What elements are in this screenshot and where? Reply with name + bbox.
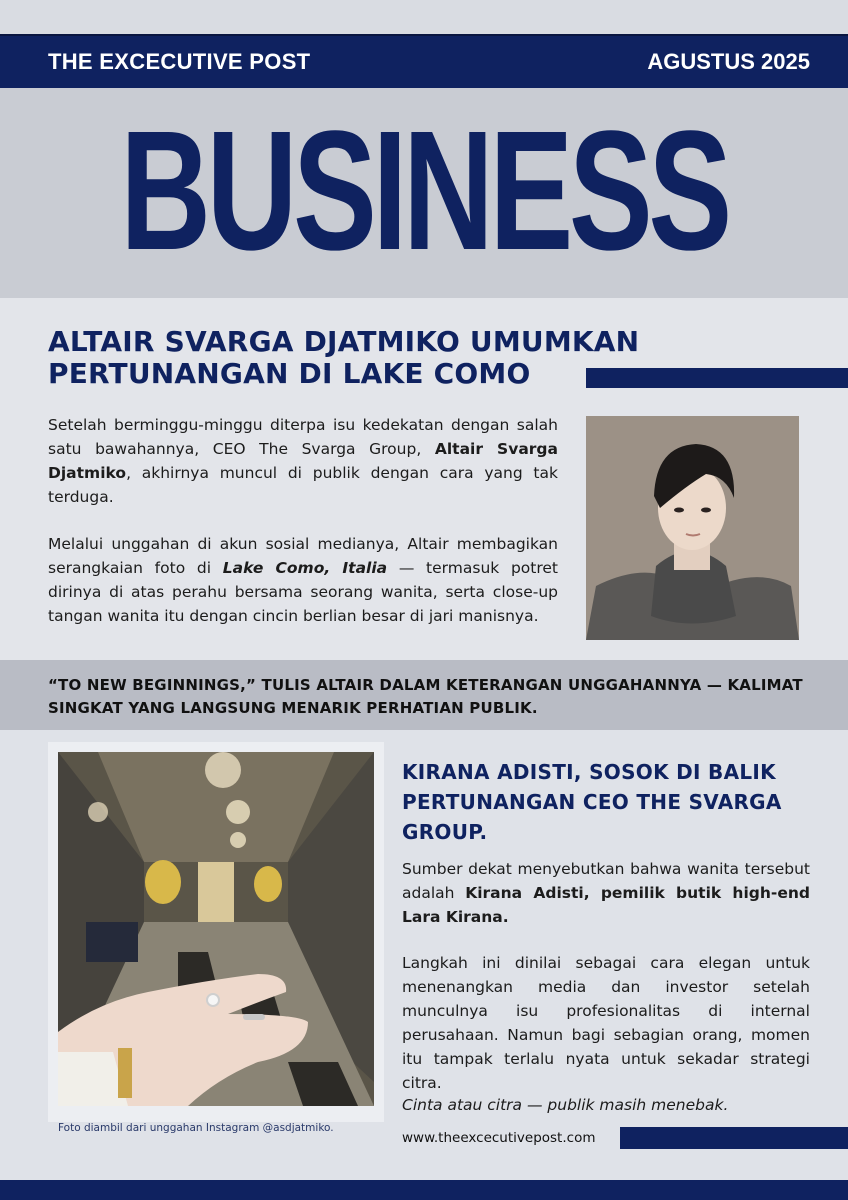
headline-accent-bar: [586, 368, 848, 388]
fiancee-name: Kirana Adisti, pemilik butik high-end Lara Kirana.: [402, 884, 810, 926]
publication-name: THE EXCECUTIVE POST: [48, 49, 311, 74]
location-name: Lake Como, Italia: [222, 559, 388, 577]
text-run: Melalui unggahan di akun sosial medianya, Altair membagikan serangkaian foto di: [48, 535, 558, 577]
article-1-headline-line2: PERTUNANGAN DI LAKE COMO: [48, 357, 531, 390]
text-run: Sumber dekat menyebutkan bahwa wanita tersebut adalah: [402, 860, 810, 902]
article-2-headline-line1: KIRANA ADISTI, SOSOK DI BALIK: [402, 760, 776, 784]
portrait-photo: [586, 416, 799, 640]
article-2-paragraph-1: [402, 857, 810, 929]
ring-hand-photo: [58, 752, 374, 1106]
article-2-paragraph-2: Langkah ini dinilai sebagai cara elegan untuk menenangkan media dan investor setelah munculnya isu profesionalitas di internal perusahaan. Namun bagi sebagian orang, momen itu tampak terlalu nyata untuk sekadar strategi citra.: [402, 954, 810, 1092]
top-banner: [0, 34, 848, 90]
section-title: BUSINESS: [120, 96, 728, 286]
article-1-paragraph-1: [48, 413, 558, 509]
text-run: Setelah berminggu-minggu diterpa isu kedekatan dengan salah satu bawahannya, CEO The Svarga Group,: [48, 416, 558, 458]
article-1-paragraph-2: [48, 532, 558, 628]
photo-caption: Foto diambil dari unggahan Instagram @asdjatmiko.: [58, 1122, 334, 1134]
hallway-illustration: [58, 752, 374, 1106]
portrait-illustration: [586, 416, 799, 640]
text-run: , akhirnya muncul di publik dengan cara yang tak terduga.: [48, 464, 558, 506]
article-2-closing-line: Cinta atau citra — publik masih menebak.: [402, 1096, 729, 1114]
footer-accent-bar: [620, 1127, 848, 1149]
article-2-headline: [402, 757, 822, 847]
pull-quote: “TO NEW BEGINNINGS,” TULIS ALTAIR DALAM KETERANGAN UNGGAHANNYA — KALIMAT SINGKAT YANG LANGSUNG MENARIK PERHATIAN PUBLIK.: [48, 676, 803, 717]
article-2-headline-line3: GROUP.: [402, 820, 488, 844]
ceo-name: Altair Svarga Djatmiko: [48, 440, 558, 482]
website-url[interactable]: www.theexcecutivepost.com: [402, 1130, 596, 1146]
article-2-headline-line2: PERTUNANGAN CEO THE SVARGA: [402, 790, 782, 814]
issue-date: AGUSTUS 2025: [647, 49, 810, 74]
article-1-headline-line1: ALTAIR SVARGA DJATMIKO UMUMKAN: [48, 325, 640, 358]
text-run: — termasuk potret dirinya di atas perahu bersama seorang wanita, serta close-up tangan wanita itu dengan cincin berlian besar di jari manisnya.: [48, 559, 558, 625]
bottom-banner: [0, 1180, 848, 1200]
